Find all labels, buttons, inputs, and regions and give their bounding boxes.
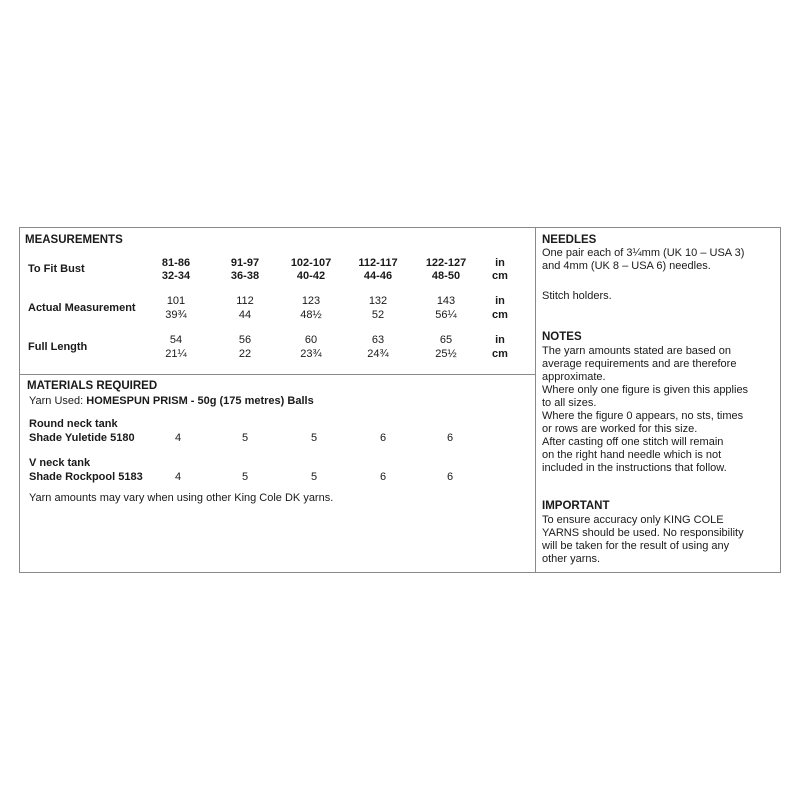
notes-line: on the right hand needle which is not — [542, 449, 722, 461]
unit-cm: cm — [492, 270, 508, 282]
materials-title: MATERIALS REQUIRED — [27, 380, 158, 392]
item-1-name: Round neck tank — [29, 418, 118, 430]
needles-line: One pair each of 3¼mm (UK 10 – USA 3) — [542, 247, 745, 259]
yarn-variation-note: Yarn amounts may vary when using other King Cole DK yarns. — [29, 492, 334, 504]
bust-size-5-in: 122-127 — [425, 257, 467, 269]
bust-size-2-cm: 36-38 — [230, 270, 260, 282]
important-line: other yarns. — [542, 553, 601, 565]
item-2-shade: Shade Rockpool 5183 — [29, 471, 143, 483]
unit-in: in — [495, 257, 505, 269]
item-2-balls-size-3: 5 — [310, 471, 318, 483]
actual-size-3-in: 123 — [301, 295, 321, 307]
length-size-3-cm: 23¾ — [300, 348, 322, 360]
bust-size-5-cm: 48-50 — [431, 270, 461, 282]
unit-in: in — [495, 295, 505, 307]
actual-size-1-cm: 39¾ — [165, 309, 187, 321]
bust-size-3-in: 102-107 — [290, 257, 332, 269]
actual-size-4-cm: 52 — [371, 309, 385, 321]
row-label-actual: Actual Measurement — [28, 302, 136, 314]
item-2-balls-size-5: 6 — [446, 471, 454, 483]
needles-title: NEEDLES — [542, 234, 597, 246]
needles-line: and 4mm (UK 8 – USA 6) needles. — [542, 260, 711, 272]
notes-line: included in the instructions that follow. — [542, 462, 727, 474]
length-size-5-cm: 25½ — [435, 348, 457, 360]
row-label-bust: To Fit Bust — [28, 263, 85, 275]
notes-title: NOTES — [542, 331, 582, 343]
row-label-length: Full Length — [28, 341, 88, 353]
item-1-balls-size-4: 6 — [379, 432, 387, 444]
notes-line: approximate. — [542, 371, 606, 383]
length-size-3-in: 60 — [304, 334, 318, 346]
notes-line: average requirements and are therefore — [542, 358, 737, 370]
item-1-balls-size-5: 6 — [446, 432, 454, 444]
important-text — [542, 514, 778, 566]
stitch-holders: Stitch holders. — [542, 290, 612, 302]
notes-line: to all sizes. — [542, 397, 597, 409]
notes-line: or rows are worked for this size. — [542, 423, 698, 435]
needles-text — [542, 247, 778, 273]
actual-size-1-in: 101 — [166, 295, 186, 307]
important-line: will be taken for the result of using any — [542, 540, 730, 552]
actual-size-5-in: 143 — [436, 295, 456, 307]
unit-in: in — [495, 334, 505, 346]
unit-cm: cm — [492, 309, 508, 321]
important-line: YARNS should be used. No responsibility — [542, 527, 744, 539]
bust-size-2-in: 91-97 — [230, 257, 260, 269]
actual-size-3-cm: 48½ — [300, 309, 322, 321]
notes-line: Where the figure 0 appears, no sts, times — [542, 410, 744, 422]
bust-size-1-in: 81-86 — [161, 257, 191, 269]
item-1-shade: Shade Yuletide 5180 — [29, 432, 135, 444]
length-size-4-cm: 24¾ — [367, 348, 389, 360]
bust-size-4-cm: 44-46 — [363, 270, 393, 282]
item-2-name: V neck tank — [29, 457, 91, 469]
length-size-2-in: 56 — [238, 334, 252, 346]
length-size-1-cm: 21¼ — [165, 348, 187, 360]
yarn-used-prefix: Yarn Used: — [29, 395, 87, 407]
item-2-balls-size-4: 6 — [379, 471, 387, 483]
item-2-balls-size-1: 4 — [174, 471, 182, 483]
bust-size-3-cm: 40-42 — [296, 270, 326, 282]
item-1-balls-size-1: 4 — [174, 432, 182, 444]
item-1-balls-size-2: 5 — [241, 432, 249, 444]
column-divider — [535, 227, 536, 573]
length-size-5-in: 65 — [439, 334, 453, 346]
actual-size-2-cm: 44 — [238, 309, 252, 321]
item-1-balls-size-3: 5 — [310, 432, 318, 444]
length-size-1-in: 54 — [169, 334, 183, 346]
length-size-4-in: 63 — [371, 334, 385, 346]
notes-line: After casting off one stitch will remain — [542, 436, 724, 448]
notes-line: The yarn amounts stated are based on — [542, 345, 731, 357]
important-line: To ensure accuracy only KING COLE — [542, 514, 724, 526]
important-title: IMPORTANT — [542, 500, 610, 512]
unit-cm: cm — [492, 348, 508, 360]
bust-size-4-in: 112-117 — [358, 257, 398, 269]
measurements-title: MEASUREMENTS — [25, 234, 123, 246]
yarn-name: HOMESPUN PRISM - 50g (175 metres) Balls — [86, 395, 314, 407]
bust-size-1-cm: 32-34 — [161, 270, 191, 282]
length-size-2-cm: 22 — [238, 348, 252, 360]
yarn-used — [29, 394, 314, 408]
notes-line: Where only one figure is given this applies — [542, 384, 749, 396]
actual-size-5-cm: 56¼ — [435, 309, 457, 321]
notes-text — [542, 345, 778, 475]
actual-size-4-in: 132 — [368, 295, 388, 307]
item-2-balls-size-2: 5 — [241, 471, 249, 483]
actual-size-2-in: 112 — [236, 295, 254, 307]
section-divider — [19, 374, 536, 375]
